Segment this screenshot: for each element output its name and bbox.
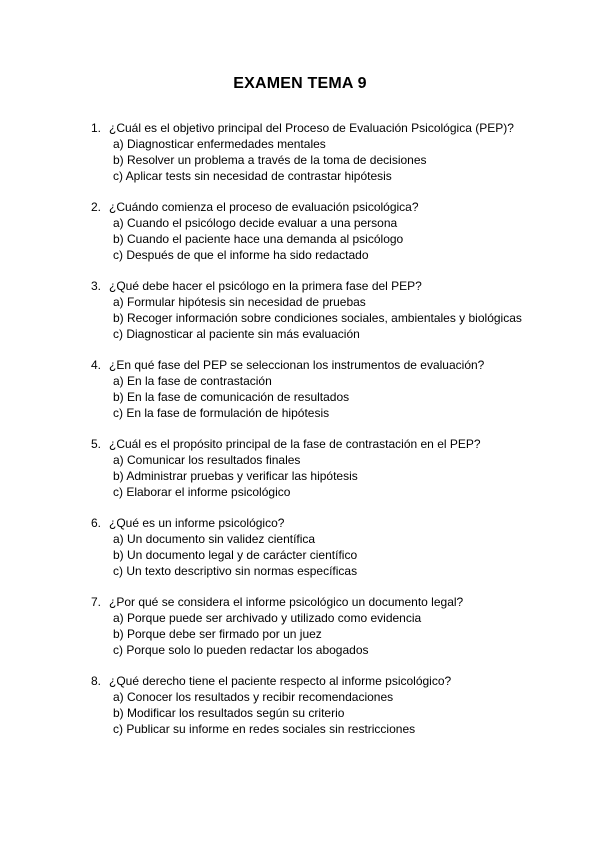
option-b: b) Resolver un problema a través de la toma de decisiones [113, 153, 427, 167]
question-line [91, 120, 571, 136]
question-item [91, 673, 571, 737]
option-c: c) Aplicar tests sin necesidad de contrastar hipótesis [113, 169, 392, 183]
question-text: ¿Cuál es el objetivo principal del Proceso de Evaluación Psicológica (PEP)? [109, 121, 514, 135]
question-number: 5. [91, 437, 102, 451]
question-number: 2. [91, 200, 102, 214]
question-item [91, 199, 571, 263]
option-a: a) Comunicar los resultados finales [113, 453, 301, 467]
option-list [91, 610, 571, 658]
question-item [91, 278, 571, 342]
option-list [91, 452, 571, 500]
option-a: a) En la fase de contrastación [113, 374, 272, 388]
option-b: b) Modificar los resultados según su criterio [113, 706, 345, 720]
option-list [91, 531, 571, 579]
option-c: c) En la fase de formulación de hipótesis [113, 406, 330, 420]
option-a: a) Un documento sin validez científica [113, 532, 316, 546]
option-list [91, 136, 571, 184]
question-item [91, 120, 571, 184]
question-number: 1. [91, 121, 102, 135]
option-c: c) Diagnosticar al paciente sin más evaluación [113, 327, 360, 341]
option-a: a) Formular hipótesis sin necesidad de pruebas [113, 295, 366, 309]
question-item [91, 436, 571, 500]
question-line [91, 357, 571, 373]
question-text: ¿En qué fase del PEP se seleccionan los instrumentos de evaluación? [109, 358, 485, 372]
option-b: b) Administrar pruebas y verificar las hipótesis [113, 469, 358, 483]
question-text: ¿Qué es un informe psicológico? [109, 516, 285, 530]
page-title: EXAMEN TEMA 9 [233, 75, 367, 92]
question-item [91, 594, 571, 658]
option-c: c) Publicar su informe en redes sociales sin restricciones [113, 722, 416, 736]
question-list [91, 120, 571, 752]
option-b: b) En la fase de comunicación de resultados [113, 390, 350, 404]
question-text: ¿Por qué se considera el informe psicológico un documento legal? [109, 595, 464, 609]
option-a: a) Diagnosticar enfermedades mentales [113, 137, 326, 151]
option-list [91, 689, 571, 737]
option-c: c) Porque solo lo pueden redactar los abogados [113, 643, 369, 657]
option-a: a) Cuando el psicólogo decide evaluar a una persona [113, 216, 398, 230]
question-line [91, 199, 571, 215]
question-number: 3. [91, 279, 102, 293]
question-text: ¿Cuál es el propósito principal de la fase de contrastación en el PEP? [109, 437, 481, 451]
option-c: c) Un texto descriptivo sin normas específicas [113, 564, 358, 578]
option-list [91, 373, 571, 421]
option-b: b) Cuando el paciente hace una demanda al psicólogo [113, 232, 404, 246]
option-b: b) Porque debe ser firmado por un juez [113, 627, 322, 641]
option-list [91, 294, 571, 342]
question-line [91, 673, 571, 689]
question-line [91, 515, 571, 531]
question-number: 8. [91, 674, 102, 688]
option-c: c) Elaborar el informe psicológico [113, 485, 291, 499]
question-line [91, 436, 571, 452]
question-line [91, 594, 571, 610]
option-a: a) Conocer los resultados y recibir recomendaciones [113, 690, 394, 704]
option-a: a) Porque puede ser archivado y utilizado como evidencia [113, 611, 422, 625]
option-b: b) Un documento legal y de carácter científico [113, 548, 358, 562]
question-number: 4. [91, 358, 102, 372]
question-number: 6. [91, 516, 102, 530]
question-line [91, 278, 571, 294]
question-item [91, 515, 571, 579]
question-text: ¿Qué derecho tiene el paciente respecto al informe psicológico? [109, 674, 452, 688]
option-c: c) Después de que el informe ha sido redactado [113, 248, 369, 262]
question-item [91, 357, 571, 421]
question-text: ¿Qué debe hacer el psicólogo en la primera fase del PEP? [109, 279, 422, 293]
question-number: 7. [91, 595, 102, 609]
question-text: ¿Cuándo comienza el proceso de evaluación psicológica? [109, 200, 419, 214]
option-list [91, 215, 571, 263]
option-b: b) Recoger información sobre condiciones sociales, ambientales y biológicas [113, 311, 522, 325]
